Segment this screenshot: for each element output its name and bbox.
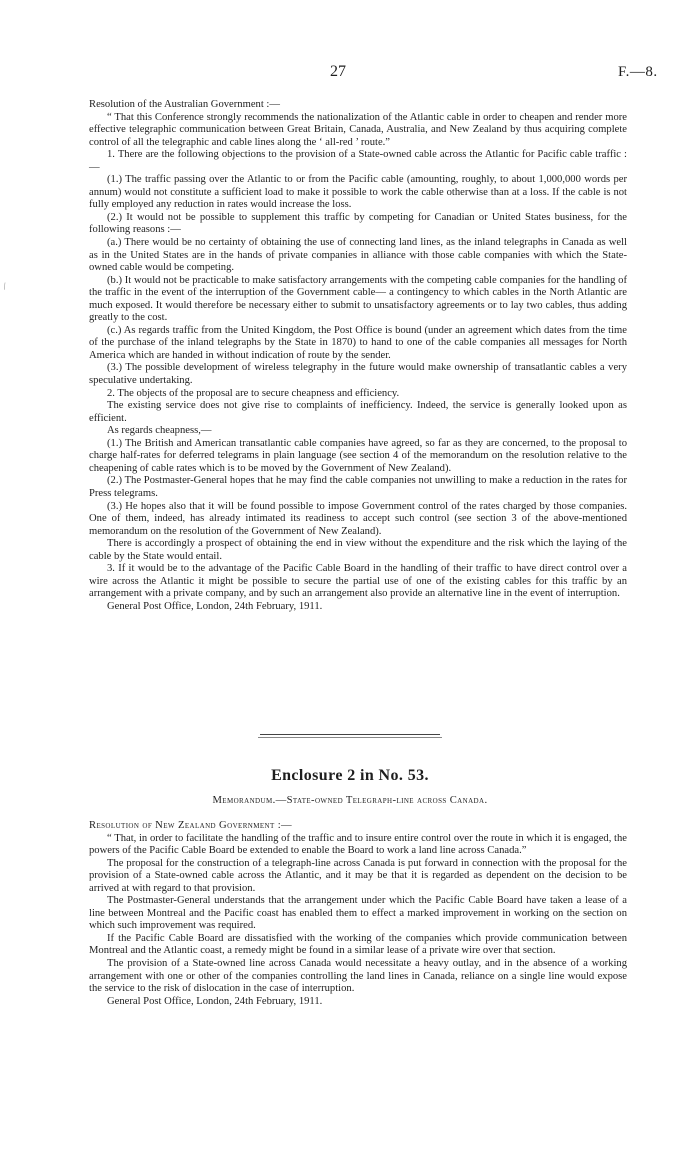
page-reference: F.—8.: [618, 64, 658, 80]
margin-pencil-mark: ⁄: [1, 281, 8, 291]
enclosure-title: Enclosure 2 in No. 53.: [271, 767, 429, 784]
paragraph: The Postmaster-General understands that the arrangement under which the Pacific Cable Board have taken a lease of a line between Montreal and the Pacific coast has enabled them to effect a marked improvement in working on the section on which such improvement was required.: [89, 895, 627, 932]
section-heading: Resolution of New Zealand Government :—: [89, 820, 293, 831]
signoff: General Post Office, London, 24th February, 1911.: [107, 600, 323, 612]
section-divider: [258, 737, 442, 738]
signoff: General Post Office, London, 24th February, 1911.: [107, 995, 323, 1007]
paragraph: (3.) The possible development of wireless telegraphy in the future would make ownership of transatlantic cables a very speculative undertaking.: [89, 362, 627, 387]
section-heading: Resolution of the Australian Government :—: [89, 99, 280, 110]
paragraph: 2. The objects of the proposal are to secure cheapness and efficiency.: [107, 387, 400, 399]
paragraph: 1. There are the following objections to the provision of a State-owned cable across the Atlantic for Pacific cable traffic :—: [89, 149, 627, 173]
paragraph: The existing service does not give rise to complaints of inefficiency. Indeed, the service is generally looked upon as efficient.: [89, 400, 627, 424]
paragraph: (2.) The Postmaster-General hopes that he may find the cable companies not unwilling to make a reduction in the rates for Press telegrams.: [89, 475, 627, 499]
paragraph: “ That this Conference strongly recommends the nationalization of the Atlantic cable in order to cheapen and render more effective telegraphic communication between Great Britain, Canada, Australia, and New Zealand by thus acquiring complete control of all the telegraphic and cable lines along the ‘ all-red ’ route.”: [89, 111, 627, 148]
paragraph: As regards cheapness,—: [107, 425, 212, 437]
section-australian-resolution: [89, 99, 627, 613]
enclosure-subtitle: Memorandum.—State-owned Telegraph-line across Canada.: [212, 795, 488, 806]
paragraph: (2.) It would not be possible to supplement this traffic by competing for Canadian or United States business, for the following reasons :—: [89, 211, 627, 236]
paragraph: If the Pacific Cable Board are dissatisfied with the working of the companies which provide communication between Montreal and the Atlantic coast, a remedy might be found in a similar lease of a private wire over that section.: [89, 932, 627, 957]
section-divider: [260, 734, 440, 735]
paragraph: “ That, in order to facilitate the handling of the traffic and to insure entire control over the route in which it is engaged, the powers of the Pacific Cable Board be extended to enable the Board to work a land line across Canada.”: [89, 832, 627, 857]
paragraph: 3. If it would be to the advantage of the Pacific Cable Board in the handling of their traffic to have direct control over a wire across the Atlantic it might be possible to secure the partial use of one of the existing cables for this traffic by an arrangement with a private company, and by such an arrangement also provide an alternative line in the event of interruption.: [89, 563, 627, 600]
paragraph: (1.) The traffic passing over the Atlantic to or from the Pacific cable (amounting, roughly, to about 1,000,000 words per annum) would not constitute a sufficient load to make it possible to work the cable otherwise than at a loss. If the cable is not fully employed any reduction in rates would increase the loss.: [89, 174, 627, 211]
paragraph: The proposal for the construction of a telegraph-line across Canada is put forward in connection with the proposal for the provision of a State-owned cable across the Atlantic, and it may be that it is regarded as dependent on the decision to be arrived at with regard to that provision.: [89, 857, 627, 894]
paragraph: (1.) The British and American transatlantic cable companies have agreed, so far as they are concerned, to the proposal to charge half-rates for deferred telegrams in plain language (see section 4 of the memorandum on the resolution relative to the cheapening of cable rates which is to be moved by the Government of New Zealand).: [89, 437, 627, 474]
paragraph: (b.) It would not be practicable to make satisfactory arrangements with the competing cable companies for the handling of the traffic in the event of the interruption of the Government cable— a contingency to which cables in the North Atlantic are much exposed. It would therefore be necessary either to submit to unsatisfactory agreements or to lay two cables, thus adding greatly to the cost.: [89, 274, 627, 324]
section-new-zealand-resolution: [89, 820, 627, 1008]
paragraph: The provision of a State-owned line across Canada would necessitate a heavy outlay, and in the absence of a working arrangement with one or other of the companies controlling the land lines in Canada, reliance on a single line would expose the service to the risk of dislocation in the case of interruption.: [89, 958, 627, 995]
paragraph: (a.) There would be no certainty of obtaining the use of connecting land lines, as the inland telegraphs in Canada as well as in the United States are in the hands of private companies in alliance with those cable companies with which the State-owned cable would be competing.: [89, 237, 627, 274]
paragraph: (c.) As regards traffic from the United Kingdom, the Post Office is bound (under an agreement which dates from the time of the purchase of the inland telegraphs by the State in 1870) to hand to one of the cable companies all messages for North America which are handed in without indication of route by the sender.: [89, 324, 627, 361]
paragraph: There is accordingly a prospect of obtaining the end in view without the expenditure and the risk which the laying of the cable by the State would entail.: [89, 538, 627, 562]
paragraph: (3.) He hopes also that it will be found possible to impose Government control of the rates charged by those companies. One of them, indeed, has already intimated its readiness to accept such control (see section 3 of the above-mentioned memorandum on the resolution of the Government of New Zealand).: [89, 500, 627, 537]
page-number: 27: [330, 63, 346, 80]
